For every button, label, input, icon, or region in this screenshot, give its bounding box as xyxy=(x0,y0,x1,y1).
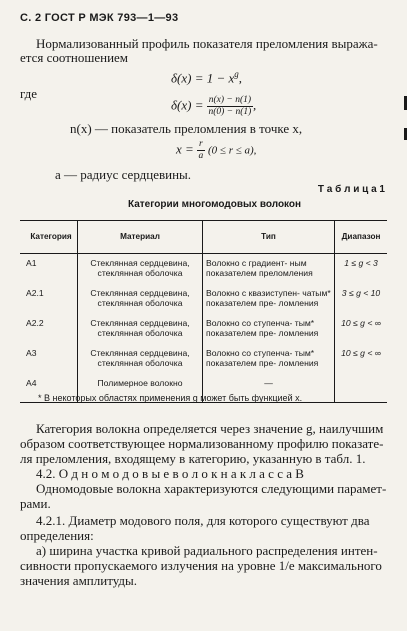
column-header: Материал xyxy=(78,221,203,254)
formula-x: x = $\frac{r}{a}$ (0 ≤ r ≤ a), xyxy=(176,139,257,161)
table-row xyxy=(20,314,387,344)
body-paragraph-line: рами. xyxy=(20,496,51,511)
category-cell: A2.1 xyxy=(26,288,44,298)
material-cell: Стеклянная сердцевина, стеклянная оболочка xyxy=(78,344,203,374)
intro-line-2: ется соотношением xyxy=(20,50,129,65)
type-cell: Волокно с квазиступен- чатым* показателем пре- ломления xyxy=(203,284,335,314)
intro-line-1: Нормализованный профиль показателя преломления выража- xyxy=(36,36,378,51)
table-row xyxy=(20,284,387,314)
column-header: Тип xyxy=(203,221,335,254)
type-cell: Волокно с градиент- ным показателем преломления xyxy=(203,254,335,285)
body-paragraph-line: сивности пропускаемого излучения на уровне 1/e максимального xyxy=(20,558,382,573)
nx-definition: n(x) — показатель преломления в точке x, xyxy=(70,121,303,136)
a-definition: a — радиус сердцевины. xyxy=(55,167,192,182)
range-cell: 10 ≤ g < ∞ xyxy=(335,344,388,374)
body-paragraph-line: определения: xyxy=(20,528,94,543)
body-paragraph-line: Одномодовые волокна характеризуются следующими парамет- xyxy=(36,481,387,496)
table-row xyxy=(20,344,387,374)
body-paragraph-line: ля преломления, входящему в категорию, указанную в табл. 1. xyxy=(20,451,366,466)
column-header: Категория xyxy=(20,221,78,254)
where-label: где xyxy=(20,86,38,101)
body-paragraph-line: 4.2.1. Диаметр модового поля, для которого существуют два xyxy=(36,513,370,528)
material-cell: Стеклянная сердцевина, стеклянная оболочка xyxy=(78,314,203,344)
range-cell xyxy=(335,374,388,403)
range-cell: 3 ≤ g < 10 xyxy=(335,284,388,314)
range-cell: 10 ≤ g < ∞ xyxy=(335,314,388,344)
table-row xyxy=(20,254,387,285)
material-cell: Стеклянная сердцевина, стеклянная оболочка xyxy=(78,254,203,285)
range-cell: 1 ≤ g < 3 xyxy=(335,254,388,285)
table-header-row xyxy=(20,221,387,254)
body-paragraph-line: а) ширина участка кривой радиального распределения интен- xyxy=(36,543,378,558)
table-number: Т а б л и ц а 1 xyxy=(317,184,385,195)
body-paragraph-line: значения амплитуды. xyxy=(20,573,137,588)
formula-profile: $\delta(x) = 1 - x^g$, xyxy=(171,69,243,86)
formula-delta: δ(x) = $\frac{n(x) - n(1)}{n(0) - n(1)}$ , xyxy=(171,95,257,117)
type-cell: Волокно со ступенча- тым* показателем пре- ломления xyxy=(203,314,335,344)
section-heading-4-2: 4.2. О д н о м о д о в ы е в о л о к н а к л а с с а В xyxy=(36,466,304,481)
column-header: Диапазон xyxy=(335,221,388,254)
category-cell: A3 xyxy=(26,348,37,358)
page-header: С. 2 ГОСТ Р МЭК 793—1—93 xyxy=(20,12,179,24)
type-cell: — xyxy=(203,374,335,403)
category-cell: A4 xyxy=(20,374,78,403)
category-cell: A2.2 xyxy=(26,318,44,328)
material-cell: Полимерное волокно xyxy=(78,374,203,403)
type-cell: Волокно со ступенча- тым* показателем пре- ломления xyxy=(203,344,335,374)
table-footnote: * В некоторых областях применения g может быть функцией x. xyxy=(38,393,303,403)
body-paragraph-line: Категория волокна определяется через значение g, наилучшим xyxy=(36,421,384,436)
body-paragraph-line: образом соответствующее нормализованному профилю показате- xyxy=(20,436,384,451)
categories-table xyxy=(20,220,387,403)
category-cell: A1 xyxy=(26,258,37,268)
material-cell: Стеклянная сердцевина, стеклянная оболочка xyxy=(78,284,203,314)
table-title: Категории многомодовых волокон xyxy=(128,199,302,210)
